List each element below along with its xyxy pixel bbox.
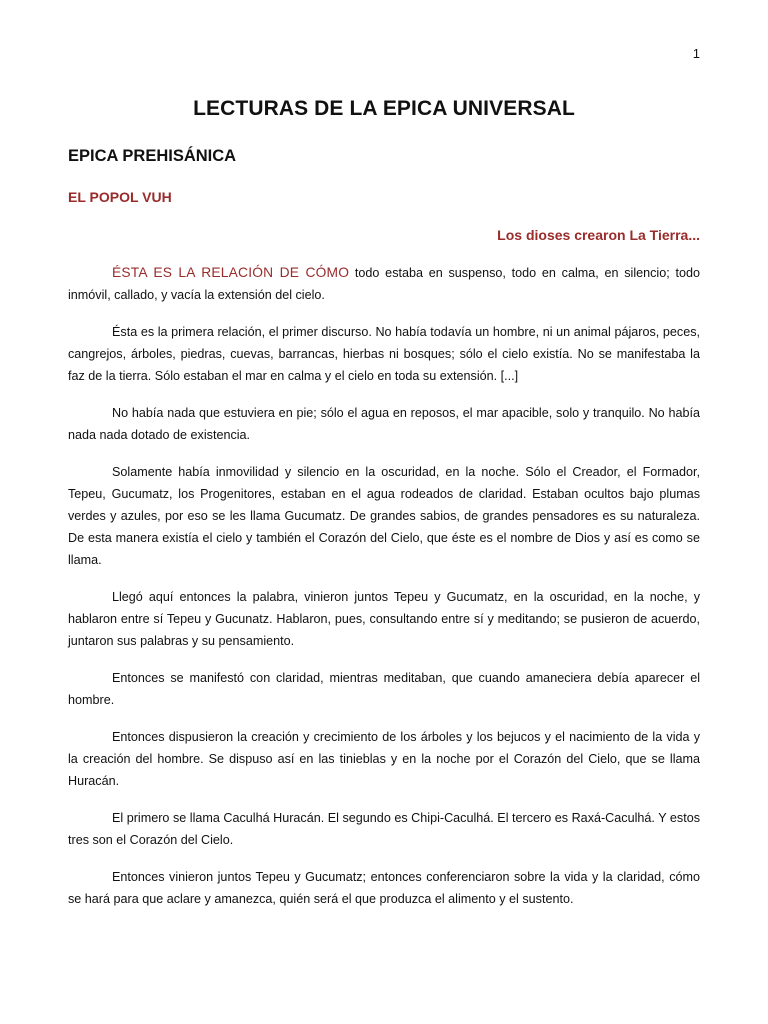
paragraph [68, 667, 700, 711]
paragraph [68, 807, 700, 851]
paragraph-text: El primero se llama Caculhá Huracán. El segundo es Chipi-Caculhá. El tercero es Raxá-Caculhá. Y estos tres son el Corazón del Cielo. [68, 811, 700, 847]
page-number: 1 [692, 46, 700, 61]
paragraph [68, 321, 700, 387]
paragraph-text: Entonces vinieron juntos Tepeu y Gucumatz; entonces conferenciaron sobre la vida y la claridad, cómo se hará para que aclare y amanezca, quién será el que produzca el alimento y el sustento. [68, 870, 700, 906]
paragraph [68, 866, 700, 910]
section-heading: EPICA PREHISÁNICA [68, 147, 237, 165]
subsection-heading: EL POPOL VUH [68, 189, 172, 205]
paragraph [68, 461, 700, 571]
paragraph-text: Ésta es la primera relación, el primer discurso. No había todavía un hombre, ni un animal pájaros, peces, cangrejos, árboles, piedras, cuevas, barrancas, hierbas ni bosques; sólo el cielo existía. No se manifestaba la faz de la tierra. Sólo estaban el mar en calma y el cielo en toda su extensión. [...] [68, 325, 700, 383]
paragraph-lead: ÉSTA ES LA RELACIÓN DE CÓMO [112, 265, 350, 280]
body-text [68, 262, 700, 925]
paragraph-text: todo estaba en suspenso, todo en calma, en silencio; todo inmóvil, callado, y vacía la extensión del cielo. [68, 266, 700, 302]
paragraph-text: No había nada que estuviera en pie; sólo el agua en reposos, el mar apacible, solo y tranquilo. No había nada nada dotado de existencia. [68, 406, 700, 442]
paragraph [68, 402, 700, 446]
document-title: LECTURAS DE LA EPICA UNIVERSAL [193, 97, 575, 120]
chapter-title: Los dioses crearon La Tierra... [497, 227, 700, 243]
paragraph [68, 586, 700, 652]
paragraph-text: Llegó aquí entonces la palabra, vinieron juntos Tepeu y Gucumatz, en la oscuridad, en la noche, y hablaron entre sí Tepeu y Gucunatz. Hablaron, pues, consultando entre sí y meditando; se pusieron de acuerdo, juntaron sus palabras y su pensamiento. [68, 590, 700, 648]
paragraph [68, 726, 700, 792]
paragraph [68, 262, 700, 306]
paragraph-text: Solamente había inmovilidad y silencio en la oscuridad, en la noche. Sólo el Creador, el Formador, Tepeu, Gucumatz, los Progenitores, estaban en el agua rodeados de claridad. Estaban ocultos bajo plumas verdes y azules, por eso se les llama Gucumatz. De grandes sabios, de grandes pensadores es su naturaleza. De esta manera existía el cielo y también el Corazón del Cielo, que éste es el nombre de Dios y así es como se llama. [68, 465, 700, 567]
paragraph-text: Entonces dispusieron la creación y crecimiento de los árboles y los bejucos y el nacimiento de la vida y la creación del hombre. Se dispuso así en las tinieblas y en la noche por el Corazón del Cielo, que se llama Huracán. [68, 730, 700, 788]
paragraph-text: Entonces se manifestó con claridad, mientras meditaban, que cuando amaneciera debía aparecer el hombre. [68, 671, 700, 707]
